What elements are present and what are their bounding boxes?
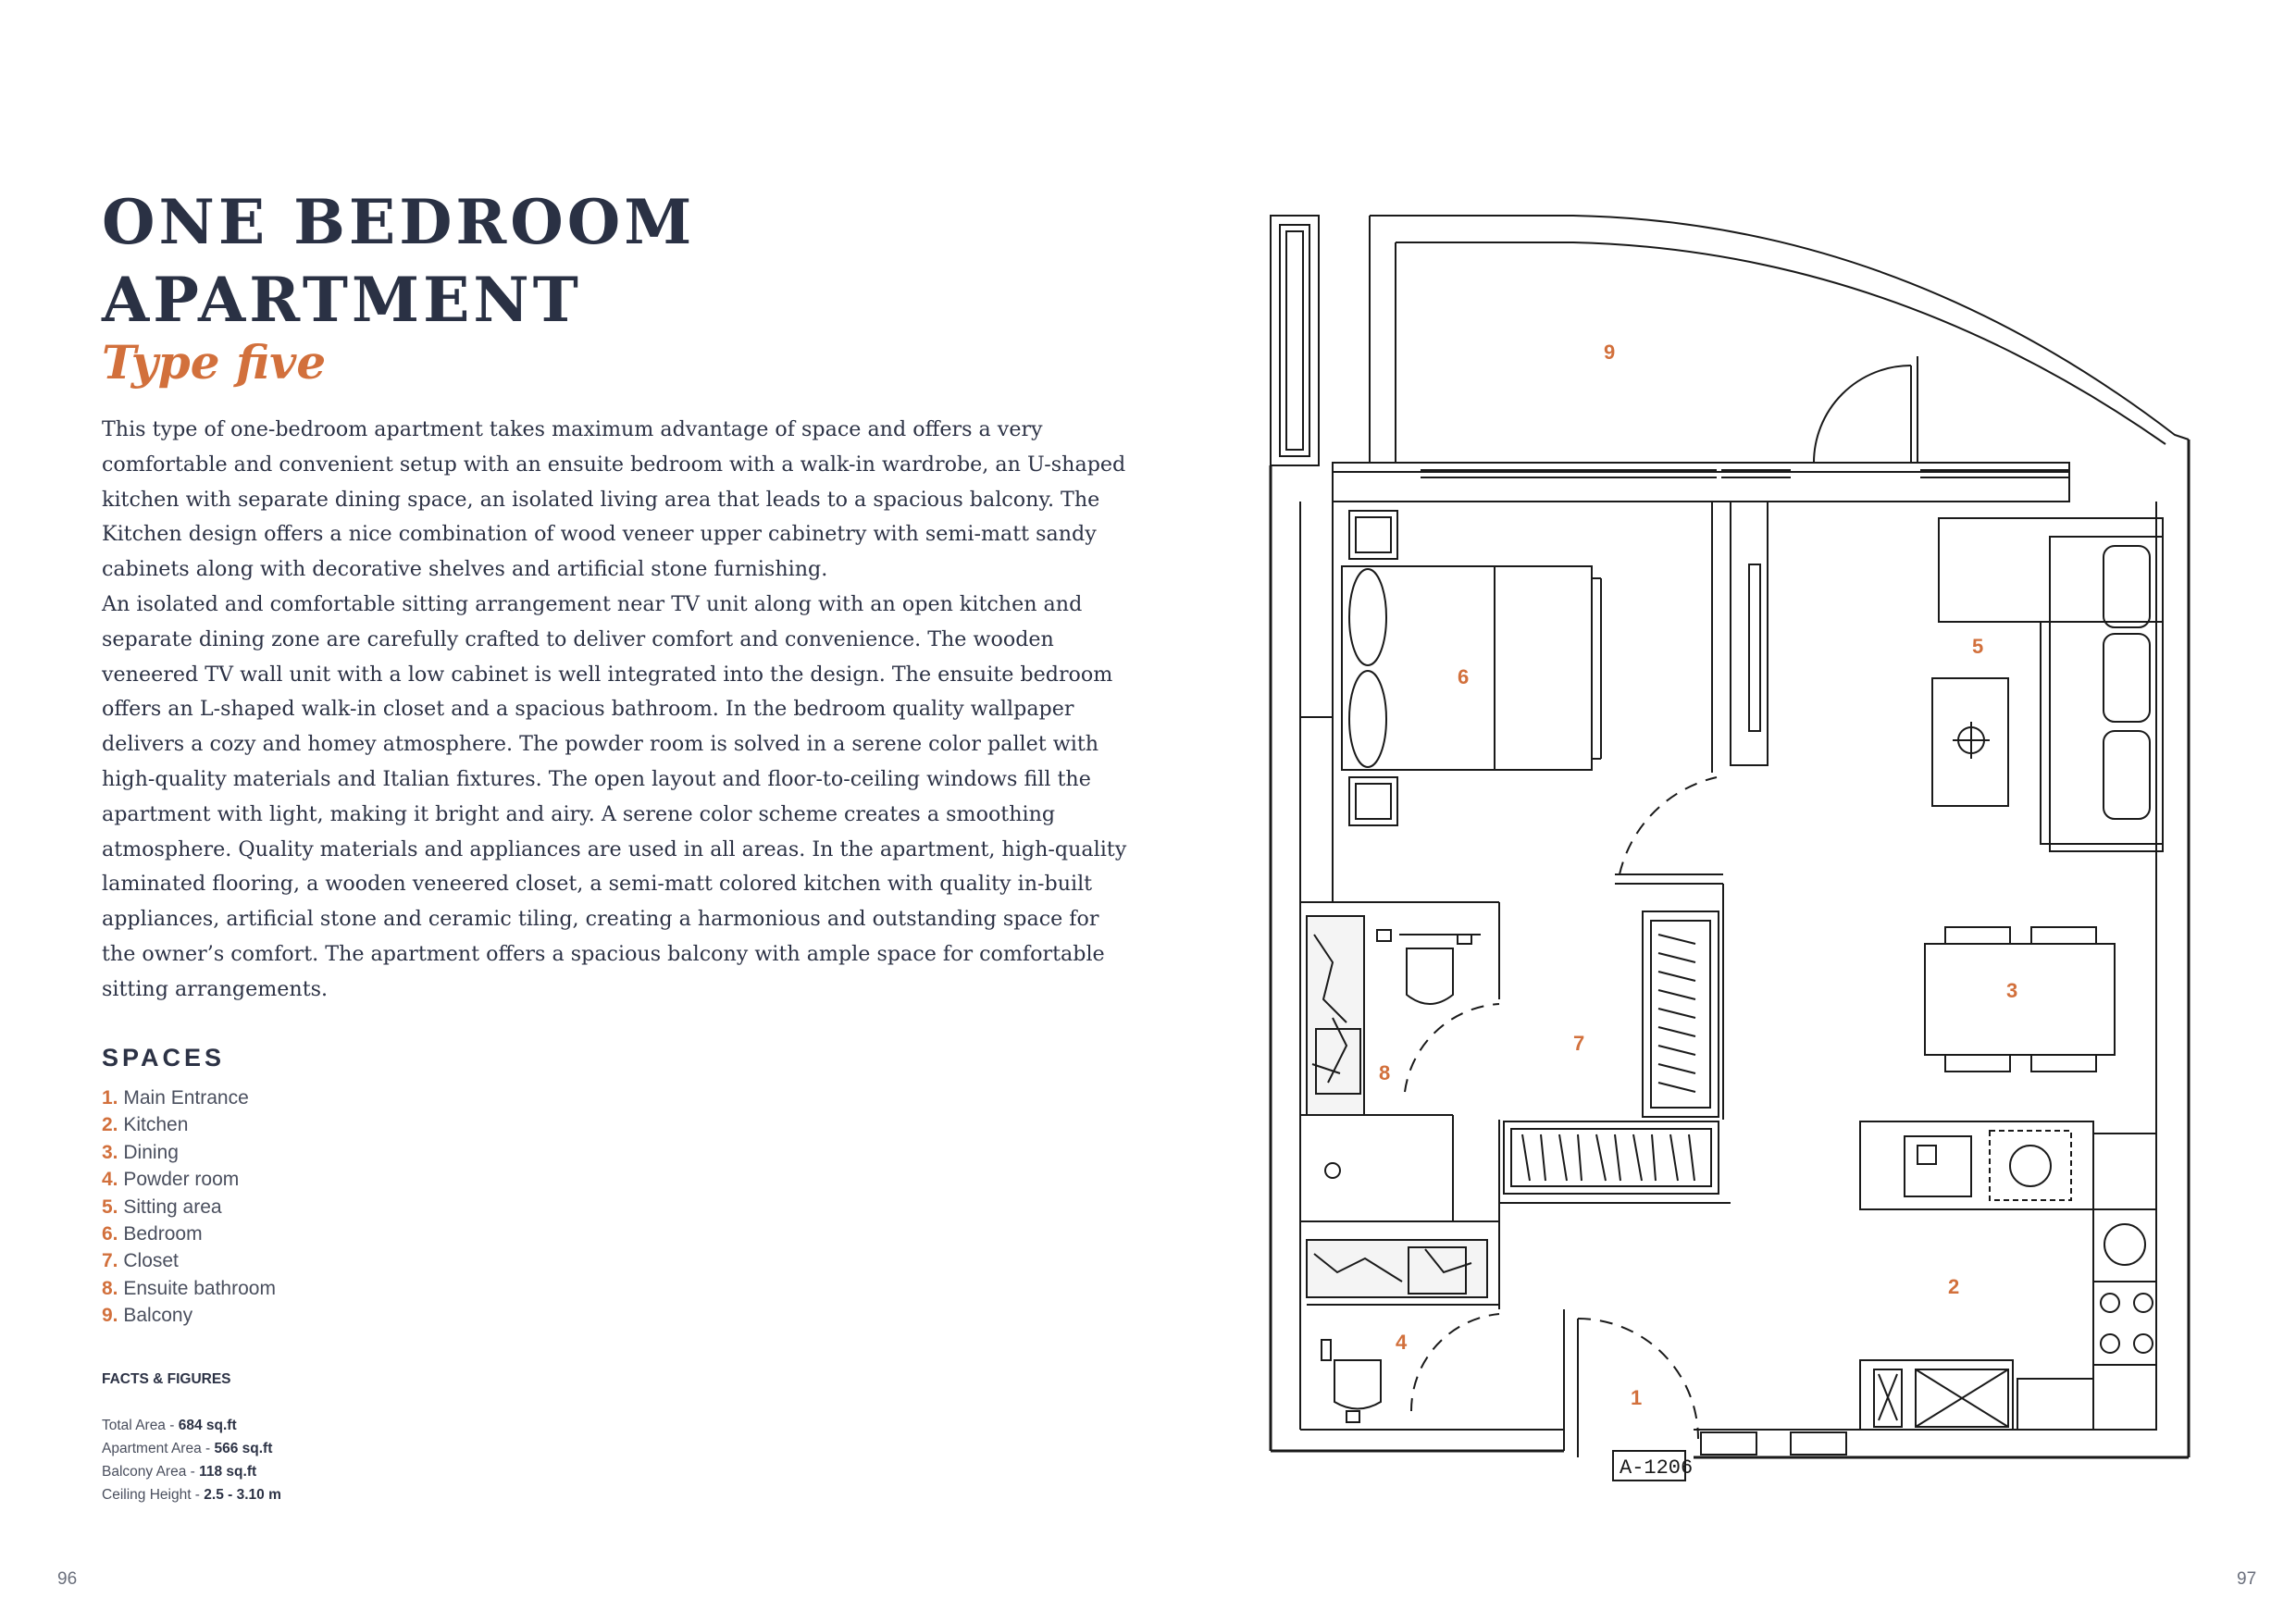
bedroom-door-swing bbox=[1620, 777, 1717, 874]
chair bbox=[1945, 927, 2010, 944]
list-item: 9. Balcony bbox=[102, 1305, 193, 1327]
hob bbox=[1990, 1131, 2071, 1200]
toilet bbox=[1407, 948, 1453, 1004]
description bbox=[102, 413, 1131, 1008]
chair bbox=[2031, 927, 2096, 944]
room-number-7: 7 bbox=[1573, 1032, 1585, 1055]
powder-door-swing bbox=[1411, 1314, 1499, 1411]
room-number-9: 9 bbox=[1604, 341, 1616, 364]
title-line-1: ONE BEDROOM bbox=[102, 186, 696, 258]
room-number-1: 1 bbox=[1631, 1386, 1643, 1409]
list-item: 8. Ensuite bathroom bbox=[102, 1277, 276, 1299]
fact-total-area: Total Area - 684 sq.ft bbox=[102, 1418, 237, 1433]
fridge bbox=[1860, 1360, 2013, 1430]
page-title bbox=[102, 183, 695, 339]
balcony-door-swing bbox=[1814, 365, 1911, 463]
dining-table bbox=[1925, 944, 2115, 1055]
wardrobe bbox=[1504, 1121, 1719, 1194]
ensuite-door-swing bbox=[1405, 1004, 1499, 1092]
toilet bbox=[1334, 1360, 1381, 1409]
unit-code: A-1206 bbox=[1620, 1456, 1694, 1480]
window-wall bbox=[1333, 463, 2069, 502]
floor-plan bbox=[1268, 204, 2230, 1527]
balcony-side-window bbox=[1271, 216, 1319, 465]
room-number-5: 5 bbox=[1972, 635, 1984, 658]
room-number-2: 2 bbox=[1948, 1275, 1960, 1298]
balcony-outline bbox=[1370, 216, 2189, 463]
sink bbox=[1905, 1136, 1971, 1196]
description-paragraph: This type of one-bedroom apartment takes maximum advantage of space and offers a very comfortable and convenient setup with an ensuite bedroom with a walk-in wardrobe, an U-shaped kitchen with separate dining space, an isolated living area that leads to a spacious balcony. The Kitchen design offers a nice combination of wood veneer upper cabinetry with semi-matt sandy cabinets along with decorative shelves and artificial stone furnishing. bbox=[102, 417, 1126, 582]
page-number-left: 96 bbox=[57, 1569, 78, 1589]
entrance-door-swing bbox=[1578, 1319, 1698, 1439]
list-item: 3. Dining bbox=[102, 1141, 179, 1163]
cabinet-tall bbox=[2093, 1134, 2156, 1209]
oven bbox=[2093, 1209, 2156, 1282]
kitchen-counter bbox=[1860, 1121, 2093, 1209]
room-number-3: 3 bbox=[2006, 979, 2018, 1002]
apartment-type: Type five bbox=[102, 335, 327, 390]
page-number-right: 97 bbox=[2237, 1569, 2257, 1589]
fact-ceiling-height: Ceiling Height - 2.5 - 3.10 m bbox=[102, 1487, 281, 1503]
list-item: 6. Bedroom bbox=[102, 1223, 203, 1245]
room-number-8: 8 bbox=[1379, 1061, 1391, 1084]
chair bbox=[2031, 1055, 2096, 1072]
room-number-4: 4 bbox=[1396, 1331, 1408, 1354]
chair bbox=[1945, 1055, 2010, 1072]
facts-heading: FACTS & FIGURES bbox=[102, 1371, 231, 1387]
list-item: 4. Powder room bbox=[102, 1169, 240, 1191]
facts-list bbox=[102, 1414, 281, 1506]
fact-balcony-area: Balcony Area - 118 sq.ft bbox=[102, 1464, 257, 1480]
fact-apartment-area: Apartment Area - 566 sq.ft bbox=[102, 1441, 273, 1456]
list-item: 7. Closet bbox=[102, 1250, 179, 1272]
description-paragraph: An isolated and comfortable sitting arrangement near TV unit along with an open kitchen and separate dining zone are carefully crafted to deliver comfort and convenience. The wooden veneered TV wall unit with a low cabinet is well integrated into the design. The ensuite bedroom offers an L-shaped walk-in closet and a spacious bathroom. In the bedroom quality wallpaper delivers a cozy and homey atmosphere. The powder room is solved in a serene color pallet with high-quality materials and Italian fixtures. The open layout and floor-to-ceiling windows fill the apartment with light, making it bright and airy. A serene color scheme creates a smoothing atmosphere. Quality materials and appliances are used in all areas. In the apartment, high-quality laminated flooring, a wooden veneered closet, a semi-matt colored kitchen with quality in-built appliances, artificial stone and ceramic tiling, creating a harmonious and outstanding space for the owner’s comfort. The apartment offers a spacious balcony with ample space for comfortable sitting arrangements. bbox=[102, 591, 1127, 1001]
list-item: 5. Sitting area bbox=[102, 1196, 222, 1218]
title-line-2: APARTMENT bbox=[102, 264, 582, 336]
spaces-heading: SPACES bbox=[102, 1044, 226, 1072]
spaces-list bbox=[102, 1084, 276, 1330]
list-item: 1. Main Entrance bbox=[102, 1087, 249, 1109]
room-number-6: 6 bbox=[1458, 665, 1470, 688]
list-item: 2. Kitchen bbox=[102, 1114, 189, 1136]
